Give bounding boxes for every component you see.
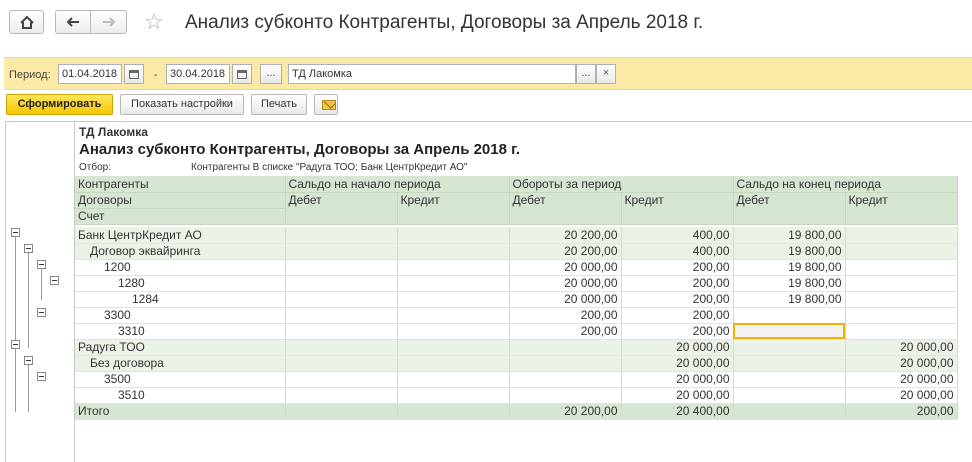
cell[interactable]: 20 000,00	[845, 371, 957, 387]
header-counterparties: Контрагенты	[75, 176, 285, 192]
header-contracts: Договоры	[75, 192, 285, 208]
cell[interactable]	[285, 307, 397, 323]
cell[interactable]: 400,00	[621, 243, 733, 259]
header-debit: Дебет	[733, 192, 845, 224]
table-row[interactable]	[75, 387, 957, 403]
cell[interactable]	[285, 355, 397, 371]
tree-line	[15, 236, 16, 348]
arrow-left-icon	[66, 17, 80, 27]
row-name[interactable]: Радуга ТОО	[75, 339, 285, 355]
table-row[interactable]	[75, 371, 957, 387]
row-name[interactable]: 1284	[75, 291, 285, 307]
cell[interactable]	[509, 355, 621, 371]
toolbar	[0, 92, 972, 118]
back-button[interactable]	[55, 10, 91, 34]
row-name[interactable]: 3310	[75, 323, 285, 339]
cell[interactable]: 19 800,00	[733, 275, 845, 291]
header-turnover: Обороты за период	[509, 176, 733, 192]
print-button[interactable]: Печать	[251, 94, 307, 115]
cell[interactable]	[397, 227, 509, 243]
cell[interactable]: 20 000,00	[845, 339, 957, 355]
cell[interactable]	[845, 259, 957, 275]
page-title: Анализ субконто Контрагенты, Договоры за Апрель 2018 г.	[185, 12, 704, 33]
row-name[interactable]: 1280	[75, 275, 285, 291]
cell[interactable]: 20 000,00	[621, 371, 733, 387]
header-credit: Кредит	[845, 192, 957, 224]
table-row[interactable]	[75, 243, 957, 259]
cell[interactable]: 200,00	[621, 323, 733, 339]
date-from-field[interactable]: 01.04.2018	[58, 64, 122, 84]
collapse-icon[interactable]	[37, 372, 46, 381]
cell[interactable]	[845, 275, 957, 291]
cell[interactable]	[397, 275, 509, 291]
header-account: Счет	[75, 208, 285, 224]
cell[interactable]: 19 800,00	[733, 243, 845, 259]
date-to-calendar-button[interactable]	[232, 64, 252, 84]
cell[interactable]: 20 000,00	[509, 275, 621, 291]
cell[interactable]	[285, 339, 397, 355]
cell[interactable]: 20 200,00	[509, 243, 621, 259]
report-title: Анализ субконто Контрагенты, Договоры за Апрель 2018 г.	[79, 141, 521, 158]
selected-cell[interactable]	[733, 323, 845, 339]
row-name[interactable]: Без договора	[75, 355, 285, 371]
collapse-icon[interactable]	[24, 356, 33, 365]
cell[interactable]: 20 400,00	[621, 403, 733, 419]
cell[interactable]: 20 000,00	[621, 339, 733, 355]
cell[interactable]: 19 800,00	[733, 291, 845, 307]
cell[interactable]	[509, 387, 621, 403]
star-icon[interactable]: ☆	[144, 9, 164, 34]
cell[interactable]	[397, 355, 509, 371]
cell[interactable]	[733, 307, 845, 323]
collapse-icon[interactable]	[11, 340, 20, 349]
cell[interactable]	[733, 355, 845, 371]
date-from-calendar-button[interactable]	[124, 64, 144, 84]
report-organization: ТД Лакомка	[79, 125, 148, 139]
table-row[interactable]	[75, 227, 957, 243]
cell[interactable]	[397, 307, 509, 323]
cell[interactable]	[509, 339, 621, 355]
row-name[interactable]: 3500	[75, 371, 285, 387]
cell[interactable]	[733, 339, 845, 355]
cell[interactable]	[397, 371, 509, 387]
cell[interactable]	[285, 291, 397, 307]
header-row	[75, 176, 957, 192]
cell[interactable]	[845, 291, 957, 307]
organization-field[interactable]: ТД Лакомка	[288, 64, 576, 84]
cell[interactable]	[845, 323, 957, 339]
organization-select-button[interactable]: ...	[576, 64, 596, 84]
header-row	[75, 192, 957, 208]
cell[interactable]: 200,00	[621, 275, 733, 291]
collapse-icon[interactable]	[37, 308, 46, 317]
cell[interactable]: 19 800,00	[733, 259, 845, 275]
cell[interactable]: 20 000,00	[509, 291, 621, 307]
collapse-icon[interactable]	[11, 228, 20, 237]
row-name[interactable]: 3510	[75, 387, 285, 403]
envelope-icon	[322, 100, 336, 110]
cell[interactable]	[285, 387, 397, 403]
cell[interactable]: 20 000,00	[509, 259, 621, 275]
cell[interactable]	[397, 403, 509, 419]
row-name[interactable]: 3300	[75, 307, 285, 323]
cell[interactable]: 20 000,00	[845, 387, 957, 403]
cell[interactable]	[285, 259, 397, 275]
cell[interactable]: 200,00	[509, 323, 621, 339]
cell[interactable]	[397, 259, 509, 275]
period-select-button[interactable]: ...	[260, 64, 282, 84]
cell[interactable]	[733, 403, 845, 419]
collapse-icon[interactable]	[37, 260, 46, 269]
forward-button[interactable]	[90, 10, 127, 34]
table-row[interactable]	[75, 259, 957, 275]
table-row[interactable]	[75, 307, 957, 323]
cell[interactable]: 20 000,00	[845, 355, 957, 371]
organization-clear-button[interactable]: ×	[596, 64, 616, 84]
cell[interactable]	[285, 403, 397, 419]
period-label: Период:	[9, 69, 51, 81]
table-row[interactable]	[75, 275, 957, 291]
table-row[interactable]	[75, 291, 957, 307]
cell[interactable]: 20 200,00	[509, 403, 621, 419]
period-dash: -	[154, 69, 158, 81]
tree-line	[28, 252, 29, 348]
header-opening-balance: Сальдо на начало периода	[285, 176, 509, 192]
header-credit: Кредит	[397, 192, 509, 224]
row-name[interactable]: Договор эквайринга	[75, 243, 285, 259]
home-icon	[20, 16, 34, 29]
total-row[interactable]	[75, 403, 957, 419]
period-panel	[4, 57, 972, 90]
row-name[interactable]: 1200	[75, 259, 285, 275]
cell[interactable]	[509, 371, 621, 387]
report-area	[5, 121, 972, 462]
header-debit: Дебет	[509, 192, 621, 224]
calendar-icon	[237, 70, 247, 79]
cell[interactable]: 200,00	[621, 259, 733, 275]
cell[interactable]: 200,00	[621, 291, 733, 307]
tree-line	[41, 268, 42, 300]
report-table	[75, 176, 958, 420]
collapse-icon[interactable]	[24, 244, 33, 253]
report-filter-label: Отбор:	[79, 162, 111, 173]
arrow-right-icon	[102, 17, 116, 27]
generate-button[interactable]: Сформировать	[6, 94, 113, 115]
cell[interactable]: 19 800,00	[733, 227, 845, 243]
tree-line	[28, 364, 29, 412]
cell[interactable]: 400,00	[621, 227, 733, 243]
tree-line	[15, 348, 16, 412]
show-settings-button[interactable]: Показать настройки	[120, 94, 244, 115]
table-row[interactable]	[75, 323, 957, 339]
collapse-icon[interactable]	[50, 276, 59, 285]
date-to-field[interactable]: 30.04.2018	[166, 64, 230, 84]
cell[interactable]	[733, 387, 845, 403]
total-label: Итого	[75, 403, 285, 419]
cell[interactable]	[285, 227, 397, 243]
cell[interactable]	[285, 371, 397, 387]
header-debit: Дебет	[285, 192, 397, 224]
header-closing-balance: Сальдо на конец периода	[733, 176, 957, 192]
cell[interactable]	[285, 323, 397, 339]
cell[interactable]: 200,00	[509, 307, 621, 323]
cell[interactable]: 20 200,00	[509, 227, 621, 243]
cell[interactable]: 20 000,00	[621, 387, 733, 403]
cell[interactable]: 200,00	[845, 403, 957, 419]
cell[interactable]: 200,00	[621, 307, 733, 323]
header-credit: Кредит	[621, 192, 733, 224]
title-bar	[0, 0, 972, 50]
cell[interactable]	[845, 243, 957, 259]
home-button[interactable]	[9, 10, 44, 34]
table-row[interactable]	[75, 339, 957, 355]
cell[interactable]	[285, 243, 397, 259]
cell[interactable]	[845, 227, 957, 243]
report-filter-value: Контрагенты В списке "Радуга ТОО; Банк ЦентрКредит АО"	[191, 162, 468, 173]
cell[interactable]	[397, 323, 509, 339]
cell[interactable]	[397, 339, 509, 355]
cell[interactable]	[845, 307, 957, 323]
cell[interactable]	[397, 243, 509, 259]
cell[interactable]	[733, 371, 845, 387]
cell[interactable]	[397, 291, 509, 307]
cell[interactable]: 20 000,00	[621, 355, 733, 371]
row-name[interactable]: Банк ЦентрКредит АО	[75, 227, 285, 243]
table-row[interactable]	[75, 355, 957, 371]
cell[interactable]	[397, 387, 509, 403]
calendar-icon	[129, 70, 139, 79]
cell[interactable]	[285, 275, 397, 291]
email-button[interactable]	[314, 94, 338, 115]
